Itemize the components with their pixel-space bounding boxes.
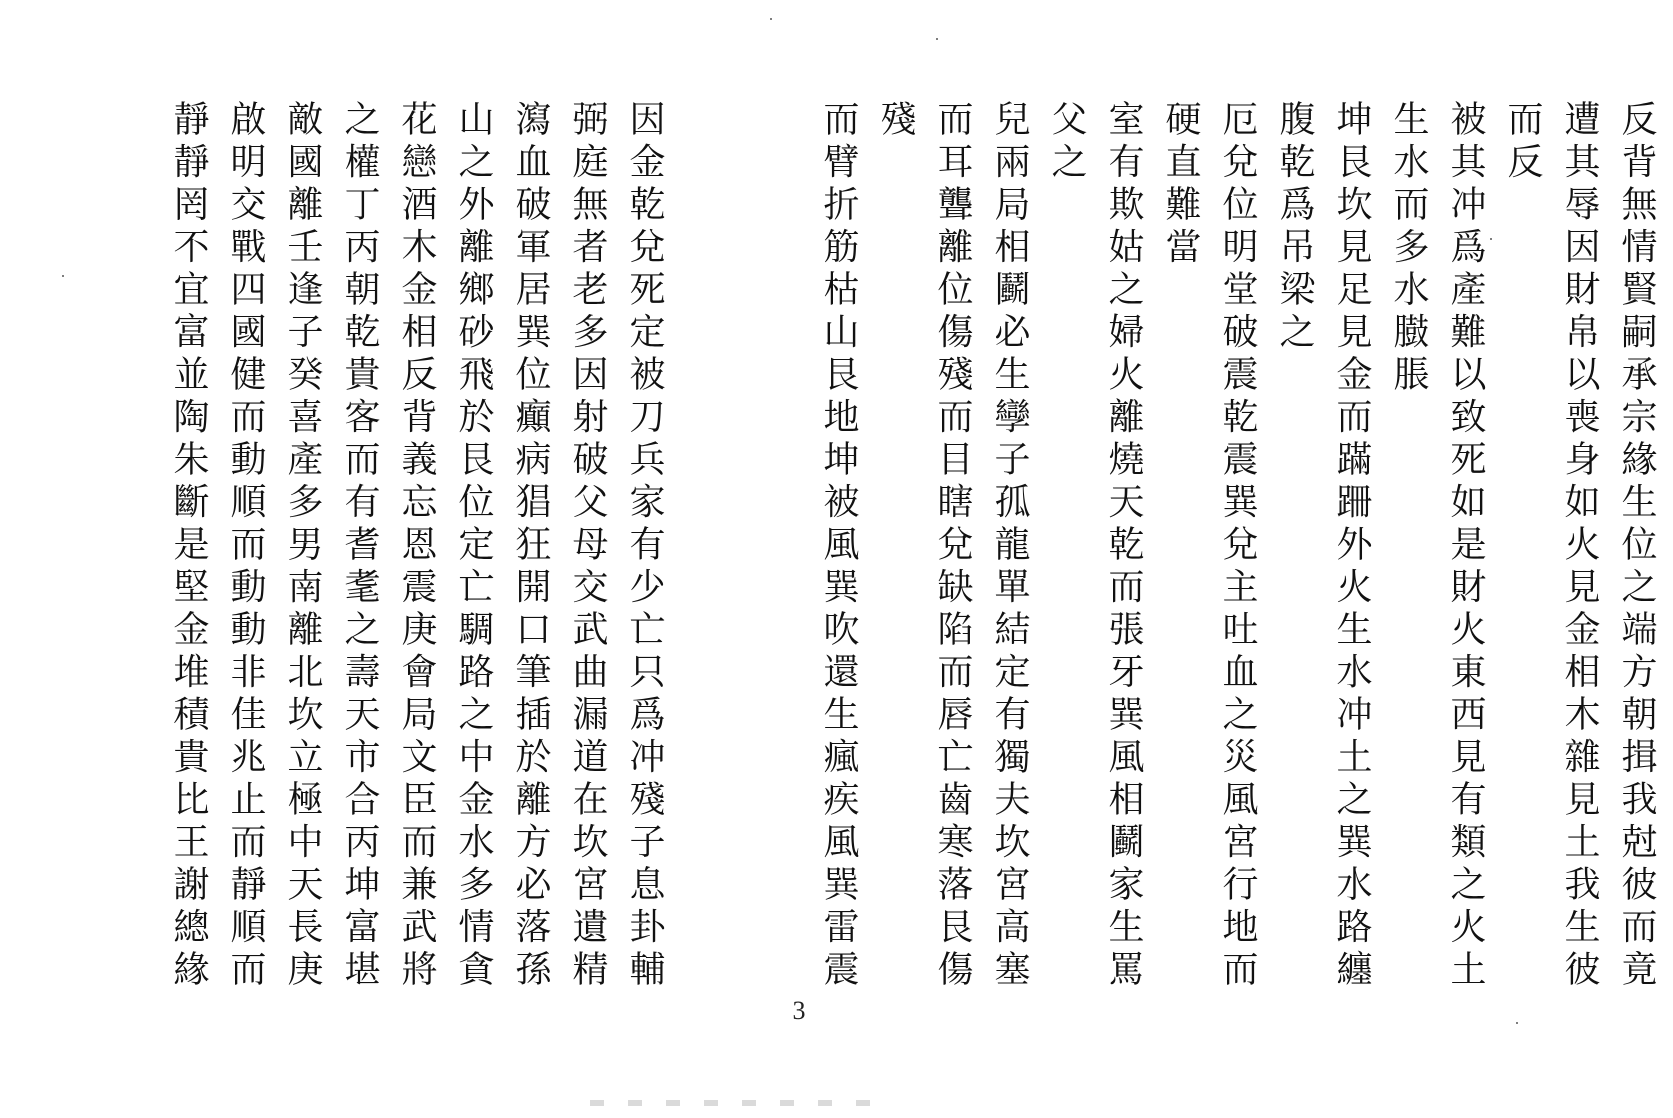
scan-smudge bbox=[590, 1100, 890, 1106]
right-page-text: 反背無情賢嗣承宗緣生位之端方朝揖我尅彼而竟 遭其辱因財帛以喪身如火見金相木雜見土我生彼而反 被其冲爲產難以致死如是財火東西見有類之火土生水而多水臌脹 坤艮坎見足見金而蹣跚外火生水冲土之巽水路纏腹乾爲吊梁之 厄兌位明堂破震乾震巽兌主吐血之災風宮行地而硬直難當 室有欺姑之婦火離燒天乾而張牙巽風相鬬家生罵父之 兒兩局相鬬必生孿子孤龍單結定有獨夫坎宮高塞 而耳聾離位傷殘而目瞎兌缺陷而唇亡齒寒落艮傷殘 而臂折筋枯山艮地坤被風巽吹還生瘋疾風巽雷震 bbox=[818, 100, 1657, 993]
left-page bbox=[150, 100, 750, 1020]
scan-speck bbox=[62, 275, 64, 277]
left-page-text: 因金乾兌死定被刀兵家有少亡只爲冲殘子息卦輔 弼庭無者老多因射破父母交武曲漏道在坎宮遺精 瀉血破軍居巽位癲病猖狂開口筆插於離方必落孫 山之外離鄉砂飛於艮位定亡騆路之中金水多情貪 花戀酒木金相反背義忘恩震庚會局文臣而兼武將 之權丁丙朝乾貴客而有耆耄之壽天市合丙坤富堪 敵國離壬逢子癸喜產多男南離北坎立極中天長庚 啟明交戰四國健而動順而動動非佳兆止而靜順而 靜靜罔不宜富並陶朱斷是堅金堆積貴比王謝總緣 bbox=[168, 100, 665, 993]
scan-speck bbox=[1490, 238, 1492, 240]
right-page bbox=[800, 100, 1657, 1020]
scan-speck bbox=[770, 18, 772, 20]
scan-speck bbox=[936, 38, 938, 40]
page-number: 3 bbox=[792, 996, 806, 1025]
scan-speck bbox=[1516, 1022, 1518, 1024]
